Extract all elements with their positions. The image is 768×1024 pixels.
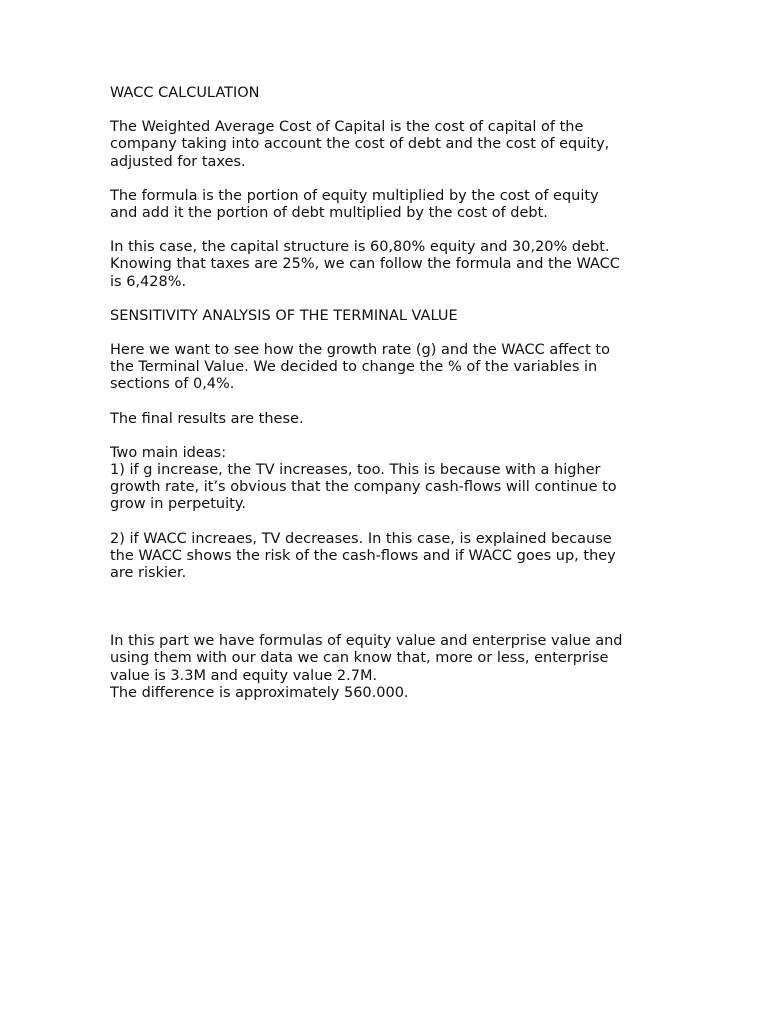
paragraph-capital-structure: [110, 239, 670, 291]
document-body: [110, 85, 670, 702]
text-line: value is 3.3M and equity value 2.7M.: [110, 667, 378, 684]
heading-sensitivity-analysis: SENSITIVITY ANALYSIS OF THE TERMINAL VALUE: [110, 307, 458, 324]
text-line: The Weighted Average Cost of Capital is the cost of capital of the: [110, 119, 584, 136]
paragraph-equity-enterprise-value: [110, 633, 670, 702]
text-line: 2) if WACC increaes, TV decreases. In this case, is explained because: [110, 530, 612, 547]
text-line: growth rate, it’s obvious that the company cash-flows will continue to: [110, 479, 617, 496]
text-line: Here we want to see how the growth rate (g) and the WACC affect to: [110, 342, 610, 359]
paragraph-sensitivity-intro: [110, 342, 670, 394]
text-line: grow in perpetuity.: [110, 496, 246, 513]
text-line: In this part we have formulas of equity value and enterprise value and: [110, 633, 623, 650]
text-line: using them with our data we can know that, more or less, enterprise: [110, 650, 609, 667]
text-line: and add it the portion of debt multiplied by the cost of debt.: [110, 205, 548, 222]
text-line: is 6,428%.: [110, 273, 187, 290]
text-line: company taking into account the cost of debt and the cost of equity,: [110, 136, 610, 153]
paragraph-final-results: The final results are these.: [110, 410, 304, 427]
text-line: sections of 0,4%.: [110, 376, 235, 393]
text-line: Two main ideas:: [110, 444, 227, 461]
paragraph-wacc-definition: [110, 119, 670, 171]
text-line: adjusted for taxes.: [110, 153, 246, 170]
text-line: are riskier.: [110, 565, 187, 582]
text-line: the WACC shows the risk of the cash-flows and if WACC goes up, they: [110, 547, 616, 564]
paragraph-wacc-increase: [110, 531, 670, 583]
paragraph-main-ideas: [110, 445, 670, 514]
text-line: the Terminal Value. We decided to change the % of the variables in: [110, 359, 598, 376]
text-line: The difference is approximately 560.000.: [110, 684, 409, 701]
text-line: Knowing that taxes are 25%, we can follow the formula and the WACC: [110, 256, 620, 273]
text-line: 1) if g increase, the TV increases, too. This is because with a higher: [110, 462, 601, 479]
heading-wacc-calculation: WACC CALCULATION: [110, 85, 260, 101]
paragraph-wacc-formula: [110, 188, 670, 222]
text-line: In this case, the capital structure is 60,80% equity and 30,20% debt.: [110, 239, 610, 256]
text-line: The formula is the portion of equity multiplied by the cost of equity: [110, 187, 599, 204]
